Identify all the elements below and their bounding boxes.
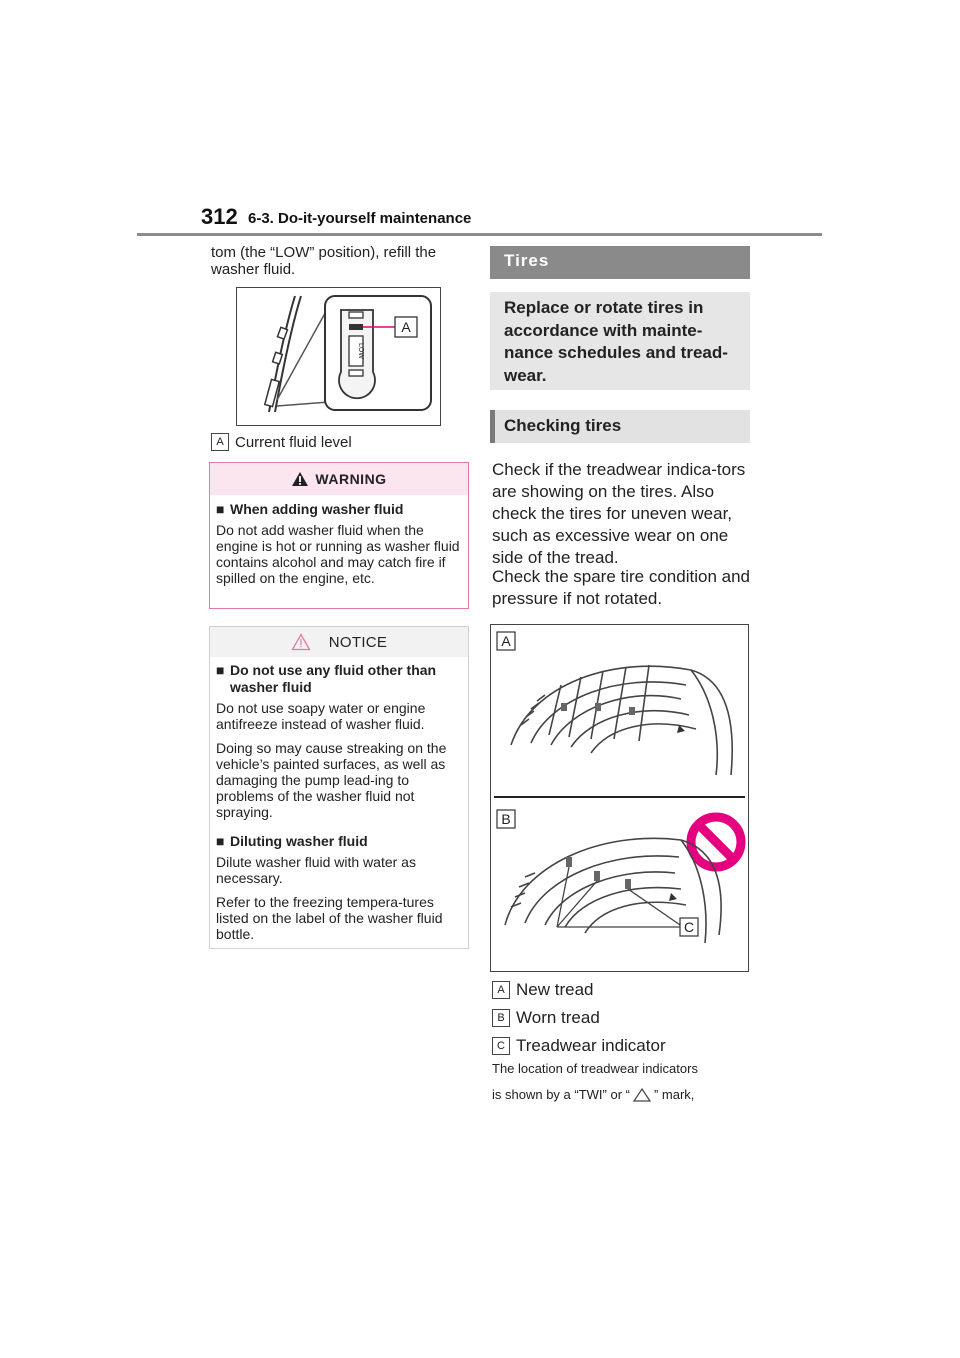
notice-subheading: ■ Diluting washer fluid	[216, 833, 368, 849]
subsection-banner-checking-tires: Checking tires	[490, 410, 750, 443]
washer-fluid-figure	[236, 287, 441, 426]
dipstick-illustration	[265, 296, 301, 412]
warning-text: Do not add washer fluid when the engine is hot or running as washer fluid contains alcohol and may catch fire if spilled on the engine, etc.	[216, 522, 460, 586]
section-title: 6-3. Do-it-yourself maintenance	[248, 210, 472, 227]
warning-triangle-icon	[291, 471, 309, 487]
body-paragraph: Check the spare tire condition and pressure if not rotated.	[492, 567, 750, 608]
legend-item	[492, 980, 593, 1000]
notice-box	[209, 626, 469, 949]
notice-text: Refer to the freezing tempera-tures listed on the label of the washer fluid bottle.	[216, 894, 443, 942]
header-rule	[137, 233, 822, 236]
tire-tread-figure	[490, 624, 749, 972]
lead-paragraph: tom (the “LOW” position), refill the washer fluid.	[211, 244, 437, 278]
low-mark: LOW	[357, 343, 364, 359]
prohibition-sign-icon	[691, 817, 741, 867]
notice-text: Do not use soapy water or engine antifreeze instead of washer fluid.	[216, 700, 426, 732]
legend-item	[492, 1036, 666, 1056]
notice-text: Doing so may cause streaking on the vehicle’s painted surfaces, as well as damaging the pump lead-ing to problems of the washer fluid not spraying.	[216, 740, 447, 820]
legend-badge: C	[492, 1037, 510, 1055]
warning-header	[210, 463, 468, 495]
legend-text: New tread	[516, 980, 594, 999]
legend-item	[492, 1008, 600, 1028]
notice-title: NOTICE	[328, 633, 388, 651]
notice-header	[210, 627, 468, 657]
warning-box	[209, 462, 469, 609]
section-banner-tires: Tires	[490, 246, 750, 279]
intro-box: Replace or rotate tires in accordance with mainte-nance schedules and tread-wear.	[490, 292, 750, 390]
legend-badge: A	[211, 433, 229, 451]
notice-text: Dilute washer fluid with water as necessary.	[216, 854, 416, 886]
legend-badge: B	[492, 1009, 510, 1027]
triangle-mark-icon	[633, 1088, 651, 1102]
figure-label-a: A	[501, 633, 511, 649]
callout-a: A	[401, 319, 411, 335]
legend-text: Treadwear indicator	[516, 1036, 666, 1055]
note-line: The location of treadwear indicators	[492, 1061, 698, 1076]
legend-text: Worn tread	[516, 1008, 600, 1027]
caution-triangle-icon	[291, 633, 311, 651]
figure-label-b: B	[501, 811, 511, 827]
warning-subheading: ■ When adding washer fluid	[216, 501, 404, 517]
note-line: is shown by a “TWI” or “ ” mark,	[492, 1087, 695, 1102]
new-tire-illustration	[511, 665, 732, 775]
page-number: 312	[201, 204, 238, 229]
figure-label-c: C	[683, 919, 695, 935]
legend-badge: A	[492, 981, 510, 999]
legend-item	[211, 433, 352, 451]
notice-subheading: ■ Do not use any fluid other than washer fluid	[216, 662, 437, 695]
warning-title: WARNING	[315, 471, 387, 487]
legend-text: Current fluid level	[235, 433, 352, 451]
body-paragraph: Check if the treadwear indica-tors are showing on the tires. Also check the tires for uneven wear, such as excessive wear on one side of the tread.	[492, 460, 746, 567]
